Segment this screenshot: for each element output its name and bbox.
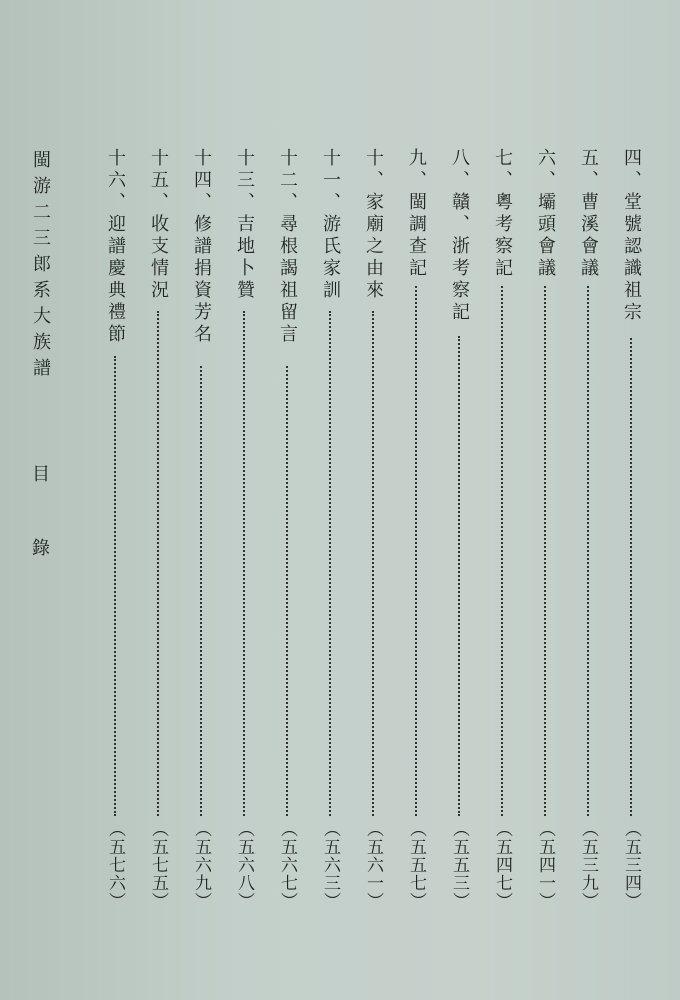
toc-entry-page: （五三四） (621, 820, 641, 910)
toc-entry-page: （五四一） (535, 820, 555, 910)
toc-entry-title: 十、家廟之由來 (363, 148, 384, 302)
dot-leader (157, 311, 159, 816)
dot-leader (458, 336, 460, 816)
toc-entry-title: 八、贛、浙考察記 (449, 148, 470, 324)
toc-entry-title: 四、堂號認識祖宗 (621, 148, 642, 324)
toc-entry (317, 148, 343, 910)
toc-entry (575, 148, 601, 910)
toc-entry-page: （五六八） (234, 820, 254, 910)
toc-entry-page: （五六九） (191, 820, 211, 910)
toc-entry-page: （五五三） (449, 820, 469, 910)
toc-entry-title: 十二、尋根謁祖留言 (277, 148, 298, 346)
dot-leader (329, 311, 331, 816)
toc-entry-page: （五七五） (148, 820, 168, 910)
toc-entry-page: （五七六） (105, 820, 125, 910)
toc-entry-title: 十一、游氏家訓 (320, 148, 341, 302)
toc-entry (403, 148, 429, 910)
toc-entry-page: （五六三） (320, 820, 340, 910)
toc-entry-title: 九、閩調查記 (406, 148, 427, 280)
toc-entry-page: （五三九） (578, 820, 598, 910)
toc-entry (532, 148, 558, 910)
toc-entry-title: 六、壩頭會議 (535, 148, 556, 280)
toc-entry-title: 十五、收支情況 (148, 148, 169, 302)
section-label-char: 錄 (32, 538, 50, 559)
dot-leader (372, 311, 374, 816)
toc-entry (188, 148, 214, 910)
toc-entry-page: （五五七） (406, 820, 426, 910)
toc-entry-title: 十三、吉地卜贊 (234, 148, 255, 302)
book-title: 閩游二三郎系大族譜 (30, 150, 51, 384)
toc-entry (274, 148, 300, 910)
toc-entry-page: （五四七） (492, 820, 512, 910)
toc-entry-page: （五六七） (277, 820, 297, 910)
dot-leader (630, 338, 632, 816)
toc-entry (102, 148, 128, 910)
toc-entry (145, 148, 171, 910)
dot-leader (286, 366, 288, 816)
toc-entry-title: 七、粵考察記 (492, 148, 513, 280)
toc-entry-page: （五六一） (363, 820, 383, 910)
toc-entry (360, 148, 386, 910)
dot-leader (243, 311, 245, 816)
toc-entry (489, 148, 515, 910)
dot-leader (501, 286, 503, 816)
toc-entry (446, 148, 472, 910)
section-label-char: 目 (32, 464, 50, 485)
toc-entry-title: 五、曹溪會議 (578, 148, 599, 280)
toc-entry (231, 148, 257, 910)
toc-entry-title: 十四、修譜捐資芳名 (191, 148, 212, 346)
dot-leader (200, 366, 202, 816)
dot-leader (587, 286, 589, 816)
dot-leader (114, 356, 116, 816)
dot-leader (415, 286, 417, 816)
toc-entry-title: 十六、迎譜慶典禮節 (105, 148, 126, 346)
toc-entry (618, 148, 644, 910)
dot-leader (544, 286, 546, 816)
